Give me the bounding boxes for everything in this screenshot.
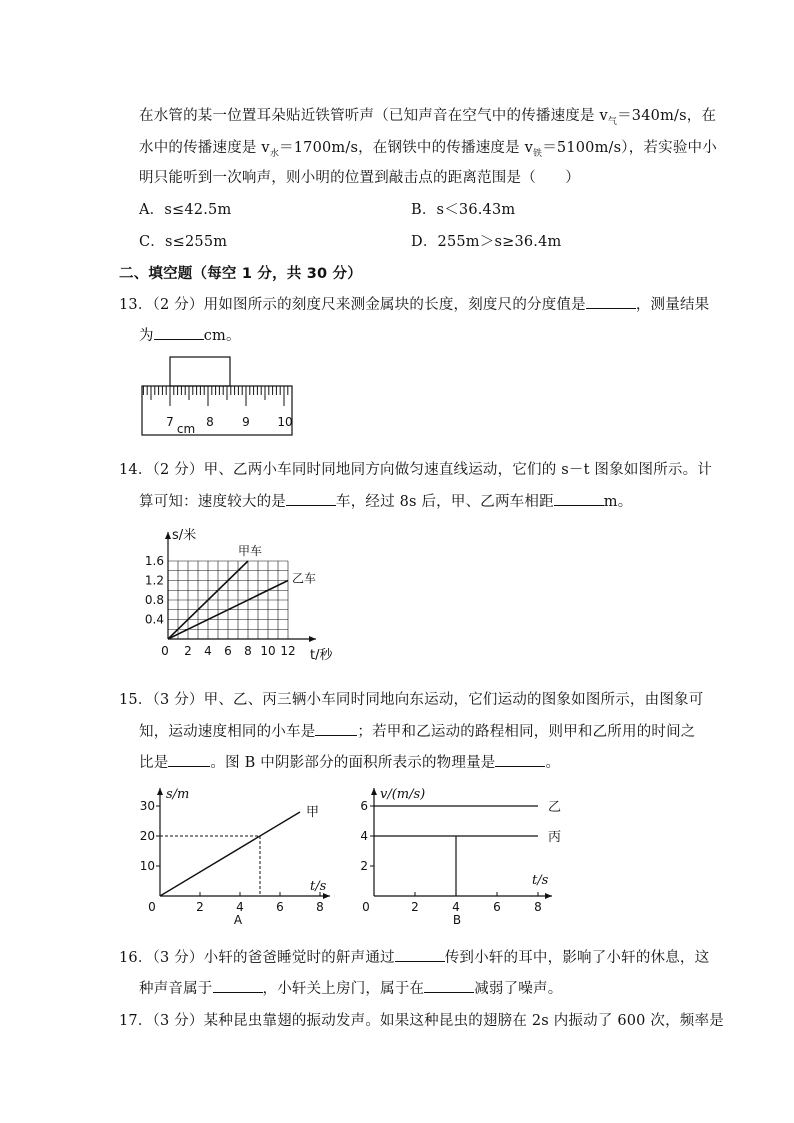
q13-line1: 13．（2 分）用如图所示的刻度尺来测金属块的长度，刻度尺的分度值是 ，测量结果 bbox=[119, 293, 709, 314]
answer-blank[interactable] bbox=[554, 491, 604, 506]
answer-blank[interactable] bbox=[315, 721, 357, 736]
x-tick-label: 2 bbox=[184, 644, 192, 658]
y-axis-arrow bbox=[165, 532, 171, 539]
ruler-ticks bbox=[143, 386, 287, 406]
ruler-figure bbox=[136, 352, 296, 438]
q12-option-b: B．s＜36.43m bbox=[411, 202, 516, 218]
x-tick-label: 0 bbox=[148, 900, 156, 914]
x-tick-label: 2 bbox=[411, 900, 419, 914]
x-axis-arrow bbox=[309, 636, 316, 642]
series-label-jia: 甲 bbox=[306, 805, 320, 820]
y-axis-label: s/米 bbox=[172, 528, 197, 543]
q12-option-d: D．255m＞s≥36.4m bbox=[411, 234, 562, 250]
y-tick-label: 0.4 bbox=[144, 612, 164, 627]
answer-blank[interactable] bbox=[495, 752, 545, 767]
x-tick-label: 12 bbox=[280, 644, 296, 658]
x-tick-label: 4 bbox=[236, 900, 244, 914]
x-tick-label: 2 bbox=[196, 900, 204, 914]
q16-line2: 种声音属于 ，小轩关上房门，属于在 减弱了噪声。 bbox=[139, 977, 562, 998]
ruler-label-8: 8 bbox=[206, 415, 214, 429]
y-axis-arrow bbox=[157, 788, 163, 795]
x-axis-label: t/s bbox=[532, 873, 549, 888]
answer-blank[interactable] bbox=[586, 294, 636, 309]
q16-line1: 16．（3 分）小轩的爸爸睡觉时的鼾声通过 传到小轩的耳中，影响了小轩的休息，这 bbox=[119, 946, 709, 967]
x-tick-label: 6 bbox=[493, 900, 501, 914]
series-label-yi: 乙 bbox=[548, 800, 562, 815]
y-axis-label: v/(m/s) bbox=[380, 787, 426, 802]
answer-blank[interactable] bbox=[395, 947, 445, 962]
series-label-yi: 乙车 bbox=[292, 571, 317, 586]
answer-blank[interactable] bbox=[154, 325, 204, 340]
x-tick-label: 8 bbox=[316, 900, 324, 914]
ruler-label-7: 7 bbox=[166, 415, 174, 429]
y-tick-label: 6 bbox=[360, 799, 368, 813]
x-tick-label: 6 bbox=[224, 644, 232, 658]
ruler-label-9: 9 bbox=[242, 415, 250, 429]
x-tick-label: 8 bbox=[244, 644, 252, 658]
ruler-body bbox=[142, 386, 292, 435]
ruler-unit: cm bbox=[176, 422, 196, 436]
q15-line3: 比是 。图 B 中阴影部分的面积所表示的物理量是 。 bbox=[139, 751, 560, 772]
x-tick-label: 4 bbox=[452, 900, 460, 914]
q15-line2: 知，运动速度相同的小车是 ；若甲和乙运动的路程相同，则甲和乙所用的时间之 bbox=[139, 720, 696, 741]
x-tick-label: 6 bbox=[276, 900, 284, 914]
y-axis-label: s/m bbox=[166, 787, 190, 802]
section-title: 二、填空题（每空 1 分，共 30 分） bbox=[119, 266, 362, 282]
q12-option-c: C．s≤255m bbox=[139, 234, 228, 250]
metal-block bbox=[170, 357, 230, 386]
ruler-label-10: 10 bbox=[277, 415, 293, 429]
s-t-chart-a bbox=[136, 782, 336, 930]
x-tick-label: 8 bbox=[534, 900, 542, 914]
x-axis-label: t/秒 bbox=[310, 648, 333, 663]
x-axis-arrow bbox=[545, 893, 552, 899]
answer-blank[interactable] bbox=[168, 752, 210, 767]
y-tick-label: 0.8 bbox=[144, 593, 164, 607]
series-line-jia bbox=[160, 812, 300, 896]
s-t-chart-cars bbox=[140, 524, 333, 664]
x-tick-label: 0 bbox=[161, 644, 169, 658]
y-axis-arrow bbox=[371, 788, 377, 795]
q13-line2: 为 cm。 bbox=[139, 324, 241, 345]
y-tick-label: 30 bbox=[139, 799, 155, 813]
q12-line1: 在水管的某一位置耳朵贴近铁管听声（已知声音在空气中的传播速度是 $v_气=340m/s$，在 bbox=[139, 108, 717, 127]
x-tick-label: 0 bbox=[362, 900, 370, 914]
y-tick-label: 10 bbox=[139, 859, 155, 873]
q14-line2: 算可知：速度较大的是 车，经过 8s 后，甲、乙两车相距 m。 bbox=[139, 490, 632, 511]
q12-option-a: A．s≤42.5m bbox=[139, 202, 232, 218]
y-tick-label: 1.2 bbox=[144, 573, 164, 588]
answer-blank[interactable] bbox=[213, 978, 263, 993]
q12-line2: 水中的传播速度是 $v_水=1700m/s$，在钢铁中的传播速度是 $v_铁=5100m/s$），若实验中小 bbox=[139, 140, 717, 159]
q14-line1: 14．（2 分）甲、乙两小车同时同地同方向做匀速直线运动，它们的 s－t 图象如图所示。计 bbox=[119, 462, 713, 478]
y-tick-label: 4 bbox=[360, 829, 368, 843]
q17-line1: 17．（3 分）某种昆虫靠翅的振动发声。如果这种昆虫的翅膀在 2s 内振动了 600 次，频率是 bbox=[119, 1013, 724, 1029]
x-tick-label: 4 bbox=[204, 644, 212, 658]
series-label-jia: 甲车 bbox=[238, 544, 263, 558]
answer-blank[interactable] bbox=[286, 491, 336, 506]
chart-label-b: B bbox=[452, 913, 462, 927]
v-t-chart-b bbox=[352, 782, 572, 930]
x-tick-label: 10 bbox=[260, 644, 276, 658]
chart-label-a: A bbox=[233, 913, 243, 927]
q15-line1: 15．（3 分）甲、乙、丙三辆小车同时同地向东运动，它们运动的图象如图所示，由图象可 bbox=[119, 692, 704, 708]
x-axis-label: t/s bbox=[310, 879, 327, 894]
series-label-bing: 丙 bbox=[548, 830, 562, 845]
y-tick-label: 20 bbox=[139, 829, 155, 843]
y-tick-label: 1.6 bbox=[144, 554, 164, 568]
answer-blank[interactable] bbox=[424, 978, 474, 993]
q12-line3: 明只能听到一次响声，则小明的位置到敲击点的距离范围是（ ） bbox=[139, 170, 580, 186]
y-tick-label: 2 bbox=[360, 859, 368, 873]
